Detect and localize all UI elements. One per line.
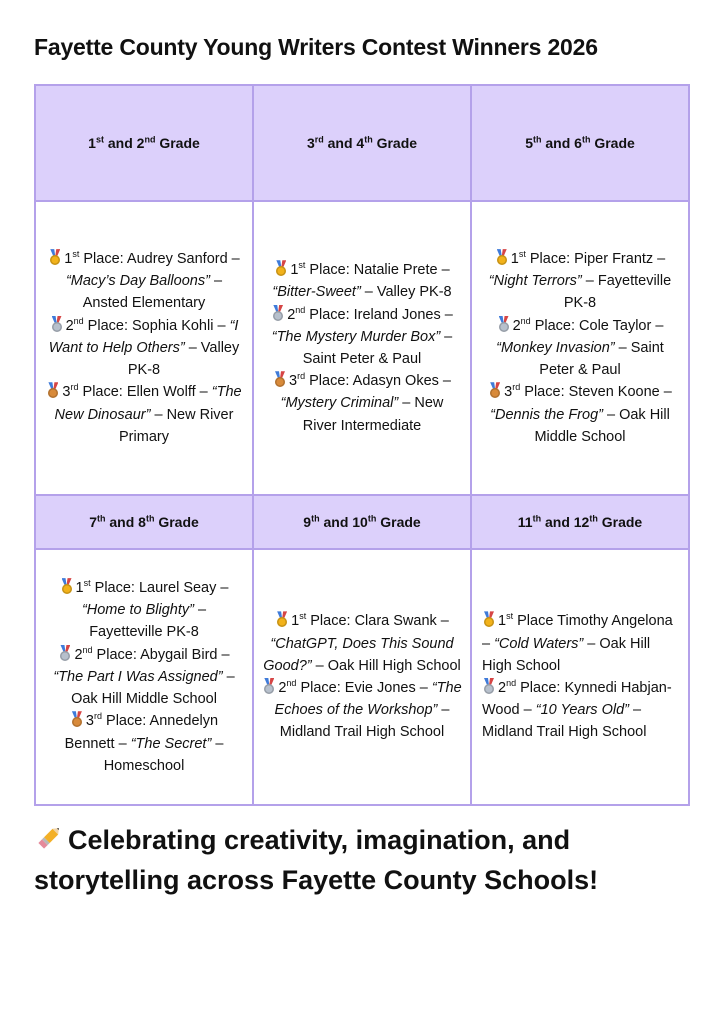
footer-tagline (34, 820, 694, 900)
winners-table (34, 84, 690, 806)
story-title: “The Echoes of the Workshop” (274, 680, 462, 719)
footer-text: Celebrating creativity, imagination, and storytelling across Fayette County Schools! (34, 825, 599, 895)
ordinal-suffix: st (83, 578, 91, 589)
grade-connector: and (105, 514, 139, 530)
place-label: Place: Kynnedi Habjan-Wood – (482, 680, 672, 719)
bronze-medal-icon (273, 371, 287, 388)
place-label: Place: Audrey Sanford – (79, 251, 240, 268)
place-number: 3 (85, 713, 94, 730)
ordinal-suffix: nd (295, 304, 306, 315)
grade-word: Grade (376, 514, 421, 530)
place-label: Place Timothy Angelona – (482, 613, 673, 652)
grade-number: 10 (352, 514, 368, 530)
place-label: Place: Adasyn Okes – (305, 373, 451, 390)
place-label: Place: Clara Swank – (306, 613, 449, 630)
gold-medal-icon (482, 611, 496, 628)
winners-cell (471, 549, 689, 805)
gold-medal-icon (495, 249, 509, 266)
winners-cell (35, 201, 253, 495)
placement-entry (44, 710, 244, 777)
ordinal-suffix: th (145, 513, 155, 524)
school-name: – Saint Peter & Paul (302, 328, 453, 367)
ordinal-suffix: st (72, 249, 80, 260)
place-number: 3 (504, 384, 513, 401)
ordinal-suffix: nd (144, 134, 156, 145)
grade-header (35, 85, 253, 201)
silver-medal-icon (50, 316, 64, 333)
story-title: “The Part I Was Assigned” (53, 668, 223, 685)
school-name: – Valley PK-8 (360, 284, 452, 301)
grade-header (253, 85, 471, 201)
winners-row-2 (35, 549, 689, 805)
place-number: 2 (65, 317, 74, 334)
ordinal-suffix: st (298, 260, 306, 271)
school-name: – Oak Hill Middle School (534, 406, 670, 445)
story-title: “Dennis the Frog” (490, 406, 603, 423)
grade-header (35, 495, 253, 549)
bronze-medal-icon (46, 382, 60, 399)
place-label: Place: Laurel Seay – (90, 580, 229, 597)
ordinal-suffix: st (299, 611, 307, 622)
school-name: – New River Intermediate (302, 395, 444, 434)
ordinal-suffix: th (364, 134, 373, 145)
place-number: 2 (287, 306, 296, 323)
silver-medal-icon (271, 305, 285, 322)
placement-entry (480, 315, 680, 382)
place-label: Place: Annedelyn Bennett – (64, 713, 219, 752)
place-number: 2 (498, 680, 507, 696)
placement-entry (262, 370, 462, 437)
place-label: Place: Abygail Bird – (92, 646, 230, 663)
silver-medal-icon (262, 678, 276, 695)
grade-word: Grade (590, 135, 635, 151)
ordinal-suffix: rd (93, 711, 102, 722)
ordinal-suffix: st (518, 249, 526, 260)
placement-entry (262, 259, 462, 303)
story-title: “The Mystery Murder Box” (271, 328, 441, 345)
place-label: Place: Steven Koone – (520, 384, 672, 401)
ordinal-suffix: st (506, 611, 514, 622)
place-number: 3 (289, 373, 298, 390)
ordinal-suffix: th (581, 134, 591, 145)
place-number: 1 (64, 251, 73, 268)
page-title: Fayette County Young Writers Contest Winners 2026 (34, 34, 598, 60)
winners-cell (471, 201, 689, 495)
grade-connector: and (103, 135, 137, 151)
ordinal-suffix: st (95, 134, 104, 145)
school-name: – Fayetteville PK-8 (89, 602, 207, 641)
grade-header (471, 85, 689, 201)
gold-medal-icon (60, 578, 74, 595)
pencil-icon (34, 823, 64, 853)
place-number: 1 (290, 262, 299, 279)
school-name: – Midland Trail High School (279, 702, 450, 741)
place-number: 2 (278, 680, 287, 696)
ordinal-suffix: nd (73, 315, 84, 326)
place-label: Place: Sophia Kohli – (83, 317, 230, 334)
story-title: “I Want to Help Others” (48, 317, 239, 356)
story-title: “Cold Waters” (494, 635, 584, 652)
grade-number: 9 (303, 514, 312, 530)
story-title: “Home to Blighty” (81, 602, 194, 619)
grade-number: 11 (517, 514, 533, 530)
placement-entry (482, 610, 680, 677)
school-name: – Oak Hill High School (482, 635, 651, 674)
place-number: 1 (75, 580, 84, 597)
place-label: Place: Ireland Jones – (305, 306, 453, 323)
place-number: 2 (512, 317, 521, 334)
winners-cell (253, 549, 471, 805)
silver-medal-icon (497, 316, 511, 333)
grade-word: Grade (597, 514, 643, 530)
bronze-medal-icon (488, 382, 502, 399)
ordinal-suffix: nd (286, 678, 297, 689)
placement-entry (44, 248, 244, 315)
grade-number: 2 (136, 135, 145, 151)
placement-entry (44, 644, 244, 711)
placement-entry (262, 610, 462, 677)
placement-entry (480, 381, 680, 448)
ordinal-suffix: nd (82, 644, 93, 655)
school-name: – Homeschool (103, 735, 224, 774)
silver-medal-icon (482, 678, 496, 695)
silver-medal-icon (58, 645, 72, 662)
placement-entry (262, 677, 462, 744)
grade-number: 1 (88, 135, 96, 151)
grade-number: 12 (573, 514, 590, 530)
winners-cell (253, 201, 471, 495)
ordinal-suffix: rd (314, 134, 324, 145)
ordinal-suffix: nd (520, 315, 531, 326)
grade-header (253, 495, 471, 549)
school-name: – Oak Hill High School (311, 657, 461, 674)
winners-row-1 (35, 201, 689, 495)
ordinal-suffix: rd (70, 382, 79, 393)
ordinal-suffix: th (532, 513, 542, 524)
story-title: “Monkey Invasion” (496, 339, 615, 356)
gold-medal-icon (48, 249, 62, 266)
grade-number: 5 (525, 135, 533, 151)
placement-entry (44, 315, 244, 382)
school-name: – Saint Peter & Paul (539, 339, 664, 379)
place-number: 1 (510, 251, 519, 268)
ordinal-suffix: rd (297, 371, 306, 382)
ordinal-suffix: nd (506, 678, 517, 689)
story-title: “ChatGPT, Does This Sound Good?” (263, 635, 454, 674)
ordinal-suffix: rd (512, 382, 521, 393)
ordinal-suffix: th (96, 513, 106, 524)
gold-medal-icon (274, 260, 288, 277)
school-name: – Midland Trail High School (482, 702, 647, 741)
grade-connector: and (541, 135, 575, 151)
grade-word: Grade (155, 135, 200, 151)
place-number: 3 (62, 384, 71, 401)
place-number: 1 (498, 613, 507, 630)
ordinal-suffix: th (311, 513, 320, 524)
story-title: “Macy’s Day Balloons” (65, 273, 210, 290)
grade-number: 4 (356, 135, 365, 151)
grade-number: 7 (89, 514, 97, 530)
place-number: 1 (291, 613, 300, 630)
story-title: “Bitter-Sweet” (272, 284, 361, 301)
story-title: “Mystery Criminal” (280, 395, 399, 412)
grade-number: 6 (574, 135, 582, 151)
school-name: – Fayetteville PK-8 (563, 273, 672, 312)
place-label: Place: Evie Jones – (296, 680, 432, 696)
grade-word: Grade (372, 135, 418, 151)
grade-connector: and (541, 514, 574, 530)
place-label: Place: Cole Taylor – (530, 317, 664, 334)
ordinal-suffix: th (532, 134, 542, 145)
grade-number: 3 (306, 135, 315, 151)
grade-connector: and (323, 135, 357, 151)
story-title: “The New Dinosaur” (54, 384, 242, 423)
story-title: “The Secret” (130, 735, 212, 752)
winners-cell (35, 549, 253, 805)
school-name: – Ansted Elementary (82, 273, 223, 312)
story-title: “10 Years Old” (535, 702, 629, 719)
ordinal-suffix: th (367, 513, 377, 524)
place-label: Place: Natalie Prete – (305, 262, 450, 279)
place-label: Place: Ellen Wolff – (78, 384, 212, 401)
placement-entry (262, 304, 462, 371)
place-label: Place: Piper Frantz – (525, 251, 666, 268)
placement-entry (480, 248, 680, 315)
grade-number: 8 (138, 514, 146, 530)
ordinal-suffix: th (589, 513, 598, 524)
header-row-2 (35, 495, 689, 549)
story-title: “Night Terrors” (488, 273, 582, 290)
bronze-medal-icon (70, 711, 84, 728)
school-name: – Valley PK-8 (127, 339, 240, 379)
grade-header (471, 495, 689, 549)
grade-connector: and (319, 514, 353, 530)
school-name: – New River Primary (119, 406, 234, 445)
placement-entry (44, 381, 244, 448)
placement-entry (44, 577, 244, 644)
gold-medal-icon (275, 611, 289, 628)
placement-entry (482, 677, 680, 744)
header-row-1 (35, 85, 689, 201)
school-name: – Oak Hill Middle School (71, 668, 235, 708)
grade-word: Grade (154, 514, 199, 530)
place-number: 2 (74, 646, 83, 663)
